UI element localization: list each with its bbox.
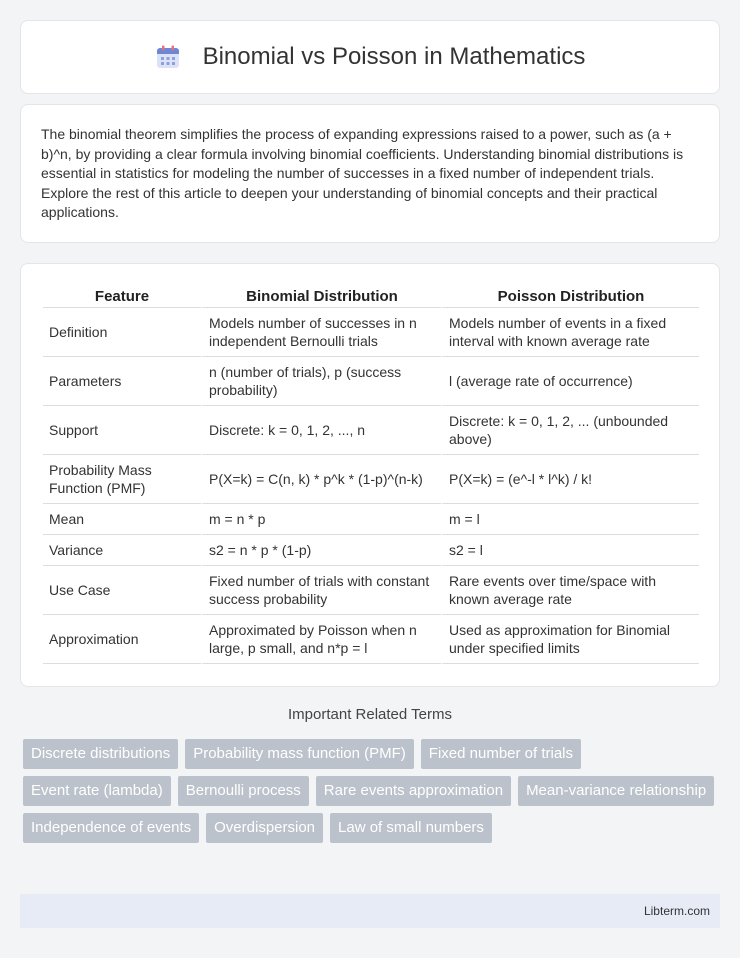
table-row xyxy=(43,504,699,535)
row-poisson: Models number of events in a fixed interval with known average rate xyxy=(441,308,699,357)
table-row xyxy=(43,308,699,357)
row-binomial: m = n * p xyxy=(201,504,441,535)
row-feature: Definition xyxy=(43,308,201,357)
related-term-tag[interactable]: Probability mass function (PMF) xyxy=(185,739,414,769)
table-row xyxy=(43,406,699,455)
row-feature: Support xyxy=(43,406,201,455)
related-term-tag[interactable]: Overdispersion xyxy=(206,813,323,843)
row-feature: Variance xyxy=(43,535,201,566)
related-term-tag[interactable]: Mean-variance relationship xyxy=(518,776,714,806)
row-feature: Use Case xyxy=(43,566,201,615)
related-term-tag[interactable]: Rare events approximation xyxy=(316,776,511,806)
row-binomial: Approximated by Poisson when n large, p small, and n*p = l xyxy=(201,615,441,664)
row-binomial: Discrete: k = 0, 1, 2, ..., n xyxy=(201,406,441,455)
row-binomial: Models number of successes in n independent Bernoulli trials xyxy=(201,308,441,357)
related-terms-title: Important Related Terms xyxy=(288,706,452,723)
intro-text: The binomial theorem simplifies the process of expanding expressions raised to a power, such as (a + b)^n, by providing a clear formula involving binomial coefficients. Understanding binomial distributions is essential in statistics for modeling the number of successes in a fixed number of independent trials. Explore the rest of this article to deepen your understanding of binomial concepts and their practical applications. xyxy=(41,126,684,220)
row-poisson: Used as approximation for Binomial under specified limits xyxy=(441,615,699,664)
row-poisson: s2 = l xyxy=(441,535,699,566)
row-binomial: Fixed number of trials with constant success probability xyxy=(201,566,441,615)
row-poisson: l (average rate of occurrence) xyxy=(441,357,699,406)
row-poisson: m = l xyxy=(441,504,699,535)
row-binomial: n (number of trials), p (success probability) xyxy=(201,357,441,406)
row-feature: Approximation xyxy=(43,615,201,664)
row-binomial: P(X=k) = C(n, k) * p^k * (1-p)^(n-k) xyxy=(201,455,441,504)
header-poisson: Poisson Distribution xyxy=(441,284,699,308)
comparison-table-card xyxy=(20,263,720,687)
row-feature: Parameters xyxy=(43,357,201,406)
comparison-table xyxy=(43,284,699,664)
calendar-icon xyxy=(155,44,181,70)
footer-site-link[interactable]: Libterm.com xyxy=(643,904,710,918)
intro-card xyxy=(20,104,720,243)
related-term-tag[interactable]: Bernoulli process xyxy=(178,776,309,806)
related-term-tag[interactable]: Law of small numbers xyxy=(330,813,492,843)
related-term-tag[interactable]: Discrete distributions xyxy=(23,739,178,769)
table-row xyxy=(43,357,699,406)
row-poisson: Rare events over time/space with known average rate xyxy=(441,566,699,615)
header-feature: Feature xyxy=(43,284,201,308)
related-terms-list xyxy=(23,739,723,850)
header-binomial: Binomial Distribution xyxy=(201,284,441,308)
row-poisson: Discrete: k = 0, 1, 2, ... (unbounded above) xyxy=(441,406,699,455)
table-row xyxy=(43,566,699,615)
row-poisson: P(X=k) = (e^-l * l^k) / k! xyxy=(441,455,699,504)
row-binomial: s2 = n * p * (1-p) xyxy=(201,535,441,566)
header-card xyxy=(20,20,720,94)
related-term-tag[interactable]: Event rate (lambda) xyxy=(23,776,171,806)
related-term-tag[interactable]: Fixed number of trials xyxy=(421,739,581,769)
table-row xyxy=(43,615,699,664)
page-title: Binomial vs Poisson in Mathematics xyxy=(202,43,586,70)
row-feature: Probability Mass Function (PMF) xyxy=(43,455,201,504)
row-feature: Mean xyxy=(43,504,201,535)
related-term-tag[interactable]: Independence of events xyxy=(23,813,199,843)
table-row xyxy=(43,455,699,504)
footer xyxy=(20,894,720,928)
table-row xyxy=(43,535,699,566)
